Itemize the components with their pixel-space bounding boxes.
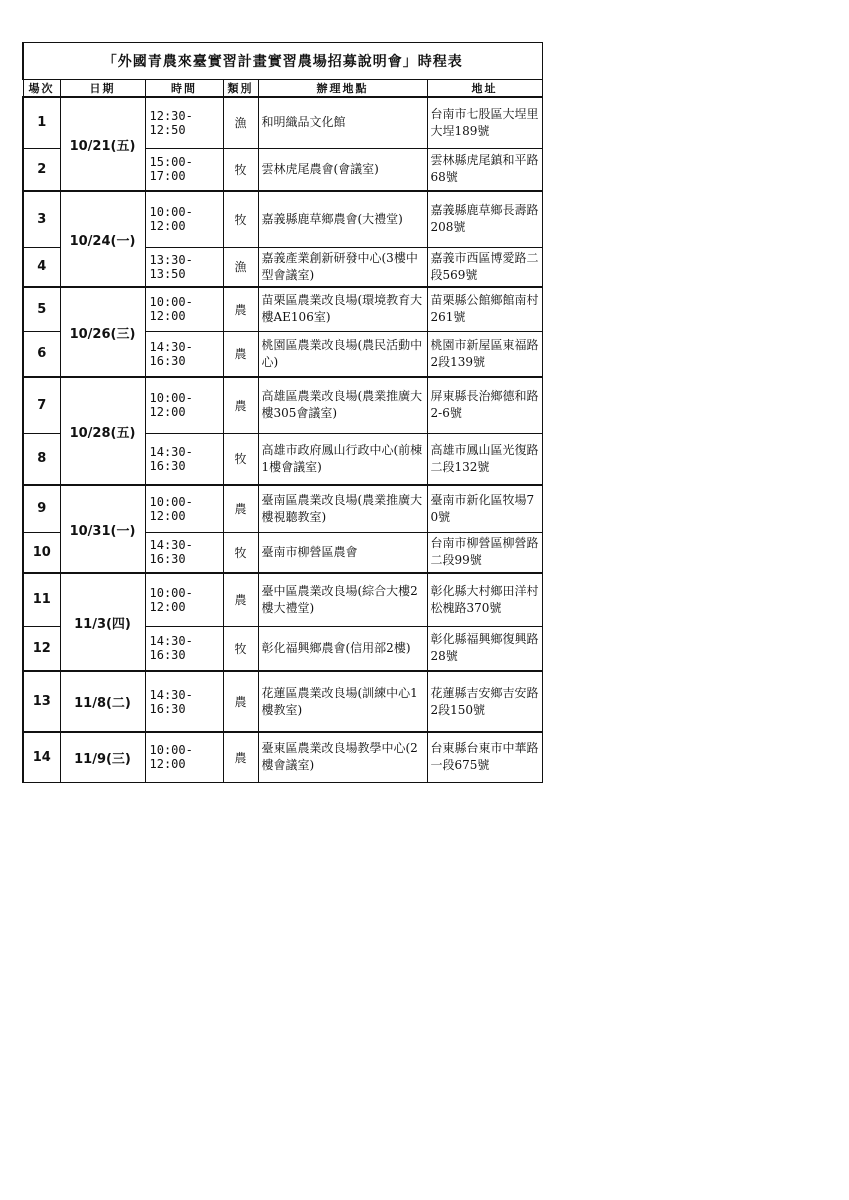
- session-category: 農: [223, 671, 258, 732]
- header-session: 場次: [23, 80, 60, 98]
- session-time: 10:00-12:00: [145, 377, 223, 433]
- title-row: [23, 43, 542, 80]
- session-address: 花蓮縣吉安鄉吉安路2段150號: [427, 671, 542, 732]
- session-date: 10/31(一): [60, 485, 145, 573]
- session-venue: 臺南區農業改良場(農業推廣大樓視聽教室): [258, 485, 427, 532]
- table-title: 「外國青農來臺實習計畫實習農場招募說明會」時程表: [23, 43, 542, 80]
- session-address: 嘉義市西區博愛路二段569號: [427, 247, 542, 287]
- session-venue: 嘉義產業創新研發中心(3樓中型會議室): [258, 247, 427, 287]
- header-address: 地址: [427, 80, 542, 98]
- session-time: 14:30-16:30: [145, 433, 223, 485]
- session-address: 高雄市鳳山區光復路二段132號: [427, 433, 542, 485]
- schedule-body: [23, 43, 542, 783]
- session-category: 牧: [223, 433, 258, 485]
- session-date: 11/8(二): [60, 671, 145, 732]
- table-row: [23, 573, 542, 626]
- table-row: [23, 485, 542, 532]
- session-category: 農: [223, 331, 258, 377]
- session-category: 農: [223, 573, 258, 626]
- session-time: 14:30-16:30: [145, 671, 223, 732]
- header-row: [23, 80, 542, 98]
- session-number: 10: [23, 532, 60, 573]
- session-venue: 臺中區農業改良場(綜合大樓2樓大禮堂): [258, 573, 427, 626]
- header-category: 類別: [223, 80, 258, 98]
- session-venue: 臺南市柳營區農會: [258, 532, 427, 573]
- session-category: 牧: [223, 191, 258, 247]
- session-number: 13: [23, 671, 60, 732]
- session-venue: 苗栗區農業改良場(環境教育大樓AE106室): [258, 287, 427, 331]
- header-time: 時間: [145, 80, 223, 98]
- session-venue: 花蓮區農業改良場(訓練中心1樓教室): [258, 671, 427, 732]
- session-venue: 高雄市政府鳳山行政中心(前棟1樓會議室): [258, 433, 427, 485]
- session-date: 10/24(一): [60, 191, 145, 287]
- session-number: 12: [23, 626, 60, 671]
- session-number: 5: [23, 287, 60, 331]
- session-venue: 高雄區農業改良場(農業推廣大樓305會議室): [258, 377, 427, 433]
- session-address: 彰化縣福興鄉復興路28號: [427, 626, 542, 671]
- session-time: 12:30-12:50: [145, 97, 223, 148]
- table-row: [23, 671, 542, 732]
- session-number: 2: [23, 148, 60, 191]
- session-date: 11/3(四): [60, 573, 145, 671]
- schedule-table: [22, 42, 543, 783]
- table-row: [23, 97, 542, 148]
- session-time: 10:00-12:00: [145, 573, 223, 626]
- session-number: 4: [23, 247, 60, 287]
- session-address: 屏東縣長治鄉德和路2-6號: [427, 377, 542, 433]
- session-time: 13:30-13:50: [145, 247, 223, 287]
- session-category: 漁: [223, 97, 258, 148]
- session-category: 漁: [223, 247, 258, 287]
- session-time: 14:30-16:30: [145, 532, 223, 573]
- session-address: 嘉義縣鹿草鄉長壽路208號: [427, 191, 542, 247]
- session-venue: 和明織品文化館: [258, 97, 427, 148]
- table-row: [23, 732, 542, 782]
- session-date: 10/28(五): [60, 377, 145, 485]
- session-address: 雲林縣虎尾鎮和平路68號: [427, 148, 542, 191]
- session-number: 3: [23, 191, 60, 247]
- session-address: 桃園市新屋區東福路2段139號: [427, 331, 542, 377]
- session-number: 7: [23, 377, 60, 433]
- table-row: [23, 191, 542, 247]
- session-number: 8: [23, 433, 60, 485]
- session-category: 牧: [223, 626, 258, 671]
- session-date: 10/21(五): [60, 97, 145, 191]
- session-date: 10/26(三): [60, 287, 145, 377]
- session-address: 台東縣台東市中華路一段675號: [427, 732, 542, 782]
- session-number: 14: [23, 732, 60, 782]
- session-time: 10:00-12:00: [145, 485, 223, 532]
- session-category: 農: [223, 287, 258, 331]
- session-category: 農: [223, 732, 258, 782]
- table-row: [23, 377, 542, 433]
- session-category: 農: [223, 485, 258, 532]
- session-venue: 桃園區農業改良場(農民活動中心): [258, 331, 427, 377]
- session-time: 10:00-12:00: [145, 287, 223, 331]
- session-time: 10:00-12:00: [145, 191, 223, 247]
- header-venue: 辦理地點: [258, 80, 427, 98]
- session-address: 臺南市新化區牧場70號: [427, 485, 542, 532]
- session-time: 15:00-17:00: [145, 148, 223, 191]
- session-date: 11/9(三): [60, 732, 145, 782]
- session-address: 彰化縣大村鄉田洋村松槐路370號: [427, 573, 542, 626]
- session-number: 1: [23, 97, 60, 148]
- session-time: 14:30-16:30: [145, 331, 223, 377]
- session-venue: 彰化福興鄉農會(信用部2樓): [258, 626, 427, 671]
- session-venue: 嘉義縣鹿草鄉農會(大禮堂): [258, 191, 427, 247]
- session-category: 牧: [223, 532, 258, 573]
- session-address: 台南市七股區大埕里大埕189號: [427, 97, 542, 148]
- session-venue: 雲林虎尾農會(會議室): [258, 148, 427, 191]
- session-time: 14:30-16:30: [145, 626, 223, 671]
- session-address: 台南市柳營區柳營路二段99號: [427, 532, 542, 573]
- session-number: 6: [23, 331, 60, 377]
- session-address: 苗栗縣公館鄉館南村261號: [427, 287, 542, 331]
- session-category: 牧: [223, 148, 258, 191]
- header-date: 日期: [60, 80, 145, 98]
- table-row: [23, 287, 542, 331]
- session-number: 11: [23, 573, 60, 626]
- session-category: 農: [223, 377, 258, 433]
- session-time: 10:00-12:00: [145, 732, 223, 782]
- session-venue: 臺東區農業改良場教學中心(2樓會議室): [258, 732, 427, 782]
- session-number: 9: [23, 485, 60, 532]
